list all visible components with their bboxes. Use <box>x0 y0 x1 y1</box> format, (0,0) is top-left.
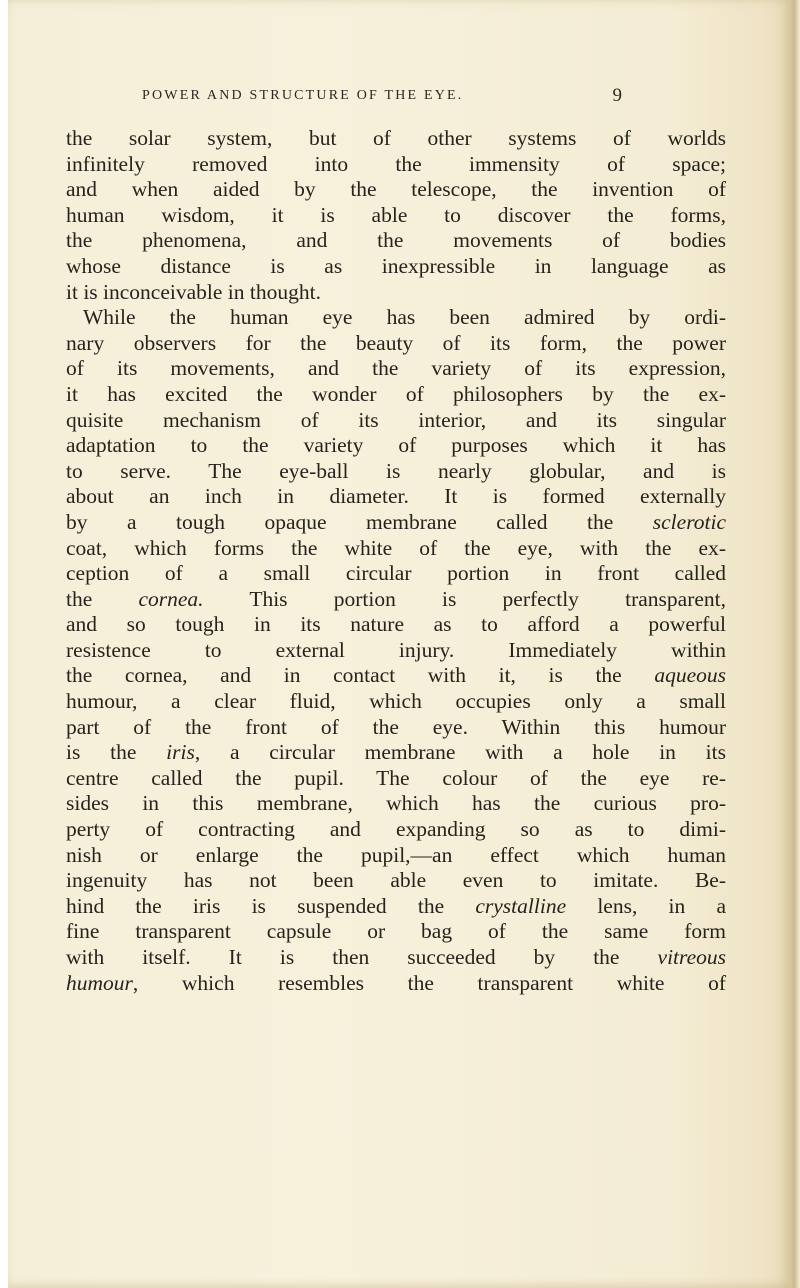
text-line: it has excited the wonder of philosophers by the ex- <box>66 381 726 406</box>
text-line: of its movements, and the variety of its expression, <box>66 356 726 381</box>
text-line: and so tough in its nature as to afford a powerful <box>66 612 726 637</box>
text-run: , which resembles the transparent white of <box>132 970 726 995</box>
text-line: While the human eye has been admired by ordi- <box>83 305 726 330</box>
text-line: it is inconceivable in thought. <box>66 279 321 304</box>
text-line: nish or enlarge the pupil,—an effect which human <box>66 842 726 867</box>
text-run: the cornea, and in contact with it, is the <box>66 663 655 688</box>
term-aqueous: aqueous <box>654 663 726 688</box>
text-run: , a circular membrane with a hole in its <box>194 740 726 765</box>
text-line <box>66 945 726 971</box>
text-line <box>66 971 726 997</box>
text-run: with itself. It is then succeeded by the <box>66 945 658 969</box>
text-line: perty of contracting and expanding so as to dimi- <box>66 817 726 842</box>
text-line: resistence to external injury. Immediately within <box>66 637 726 662</box>
page-edge <box>790 0 800 1288</box>
text-run: is the <box>66 740 167 765</box>
text-line <box>66 740 726 766</box>
text-line: humour, a clear fluid, which occupies only a small <box>66 689 726 714</box>
term-cornea: cornea. <box>138 586 204 611</box>
text-line: centre called the pupil. The colour of the eye re- <box>66 765 726 790</box>
text-line: infinitely removed into the immensity of space; <box>66 151 726 176</box>
text-run: This portion is perfectly transparent, <box>203 586 726 611</box>
text-run: by a tough opaque membrane called the <box>66 509 653 534</box>
term-iris: iris <box>166 740 195 765</box>
text-line: the solar system, but of other systems of worlds <box>66 126 726 150</box>
running-head <box>142 85 622 108</box>
term-humour: humour <box>66 970 133 995</box>
text-line <box>66 587 726 613</box>
page-number: 9 <box>612 85 622 106</box>
text-line: whose distance is as inexpressible in language as <box>66 253 726 278</box>
text-line <box>66 894 726 920</box>
term-crystalline: crystalline <box>475 893 567 918</box>
text-line: about an inch in diameter. It is formed externally <box>66 484 726 509</box>
text-line: ception of a small circular portion in front called <box>66 561 726 586</box>
text-line: to serve. The eye-ball is nearly globular, and is <box>66 458 726 483</box>
text-line: fine transparent capsule or bag of the same form <box>66 919 726 944</box>
text-line: adaptation to the variety of purposes which it has <box>66 433 726 458</box>
text-line: the phenomena, and the movements of bodies <box>66 228 726 253</box>
text-line: and when aided by the telescope, the invention of <box>66 177 726 202</box>
text-run: hind the iris is suspended the <box>66 893 476 918</box>
text-run: the <box>66 586 139 611</box>
text-line: coat, which forms the white of the eye, with the ex- <box>66 535 726 560</box>
text-line: ingenuity has not been able even to imitate. Be- <box>66 868 726 893</box>
text-line: nary observers for the beauty of its form, the power <box>66 330 726 355</box>
term-vitreous: vitreous <box>657 945 726 969</box>
body-text <box>66 126 726 996</box>
text-line: quisite mechanism of its interior, and its singular <box>66 407 726 432</box>
text-line: sides in this membrane, which has the curious pro- <box>66 791 726 816</box>
text-run: lens, in a <box>566 893 727 918</box>
text-line <box>66 663 726 689</box>
running-head-title: POWER AND STRUCTURE OF THE EYE. <box>142 88 464 103</box>
text-line: human wisdom, it is able to discover the forms, <box>66 202 726 227</box>
text-line: part of the front of the eye. Within this humour <box>66 714 726 739</box>
text-line <box>66 510 726 536</box>
term-sclerotic: sclerotic <box>652 509 726 534</box>
